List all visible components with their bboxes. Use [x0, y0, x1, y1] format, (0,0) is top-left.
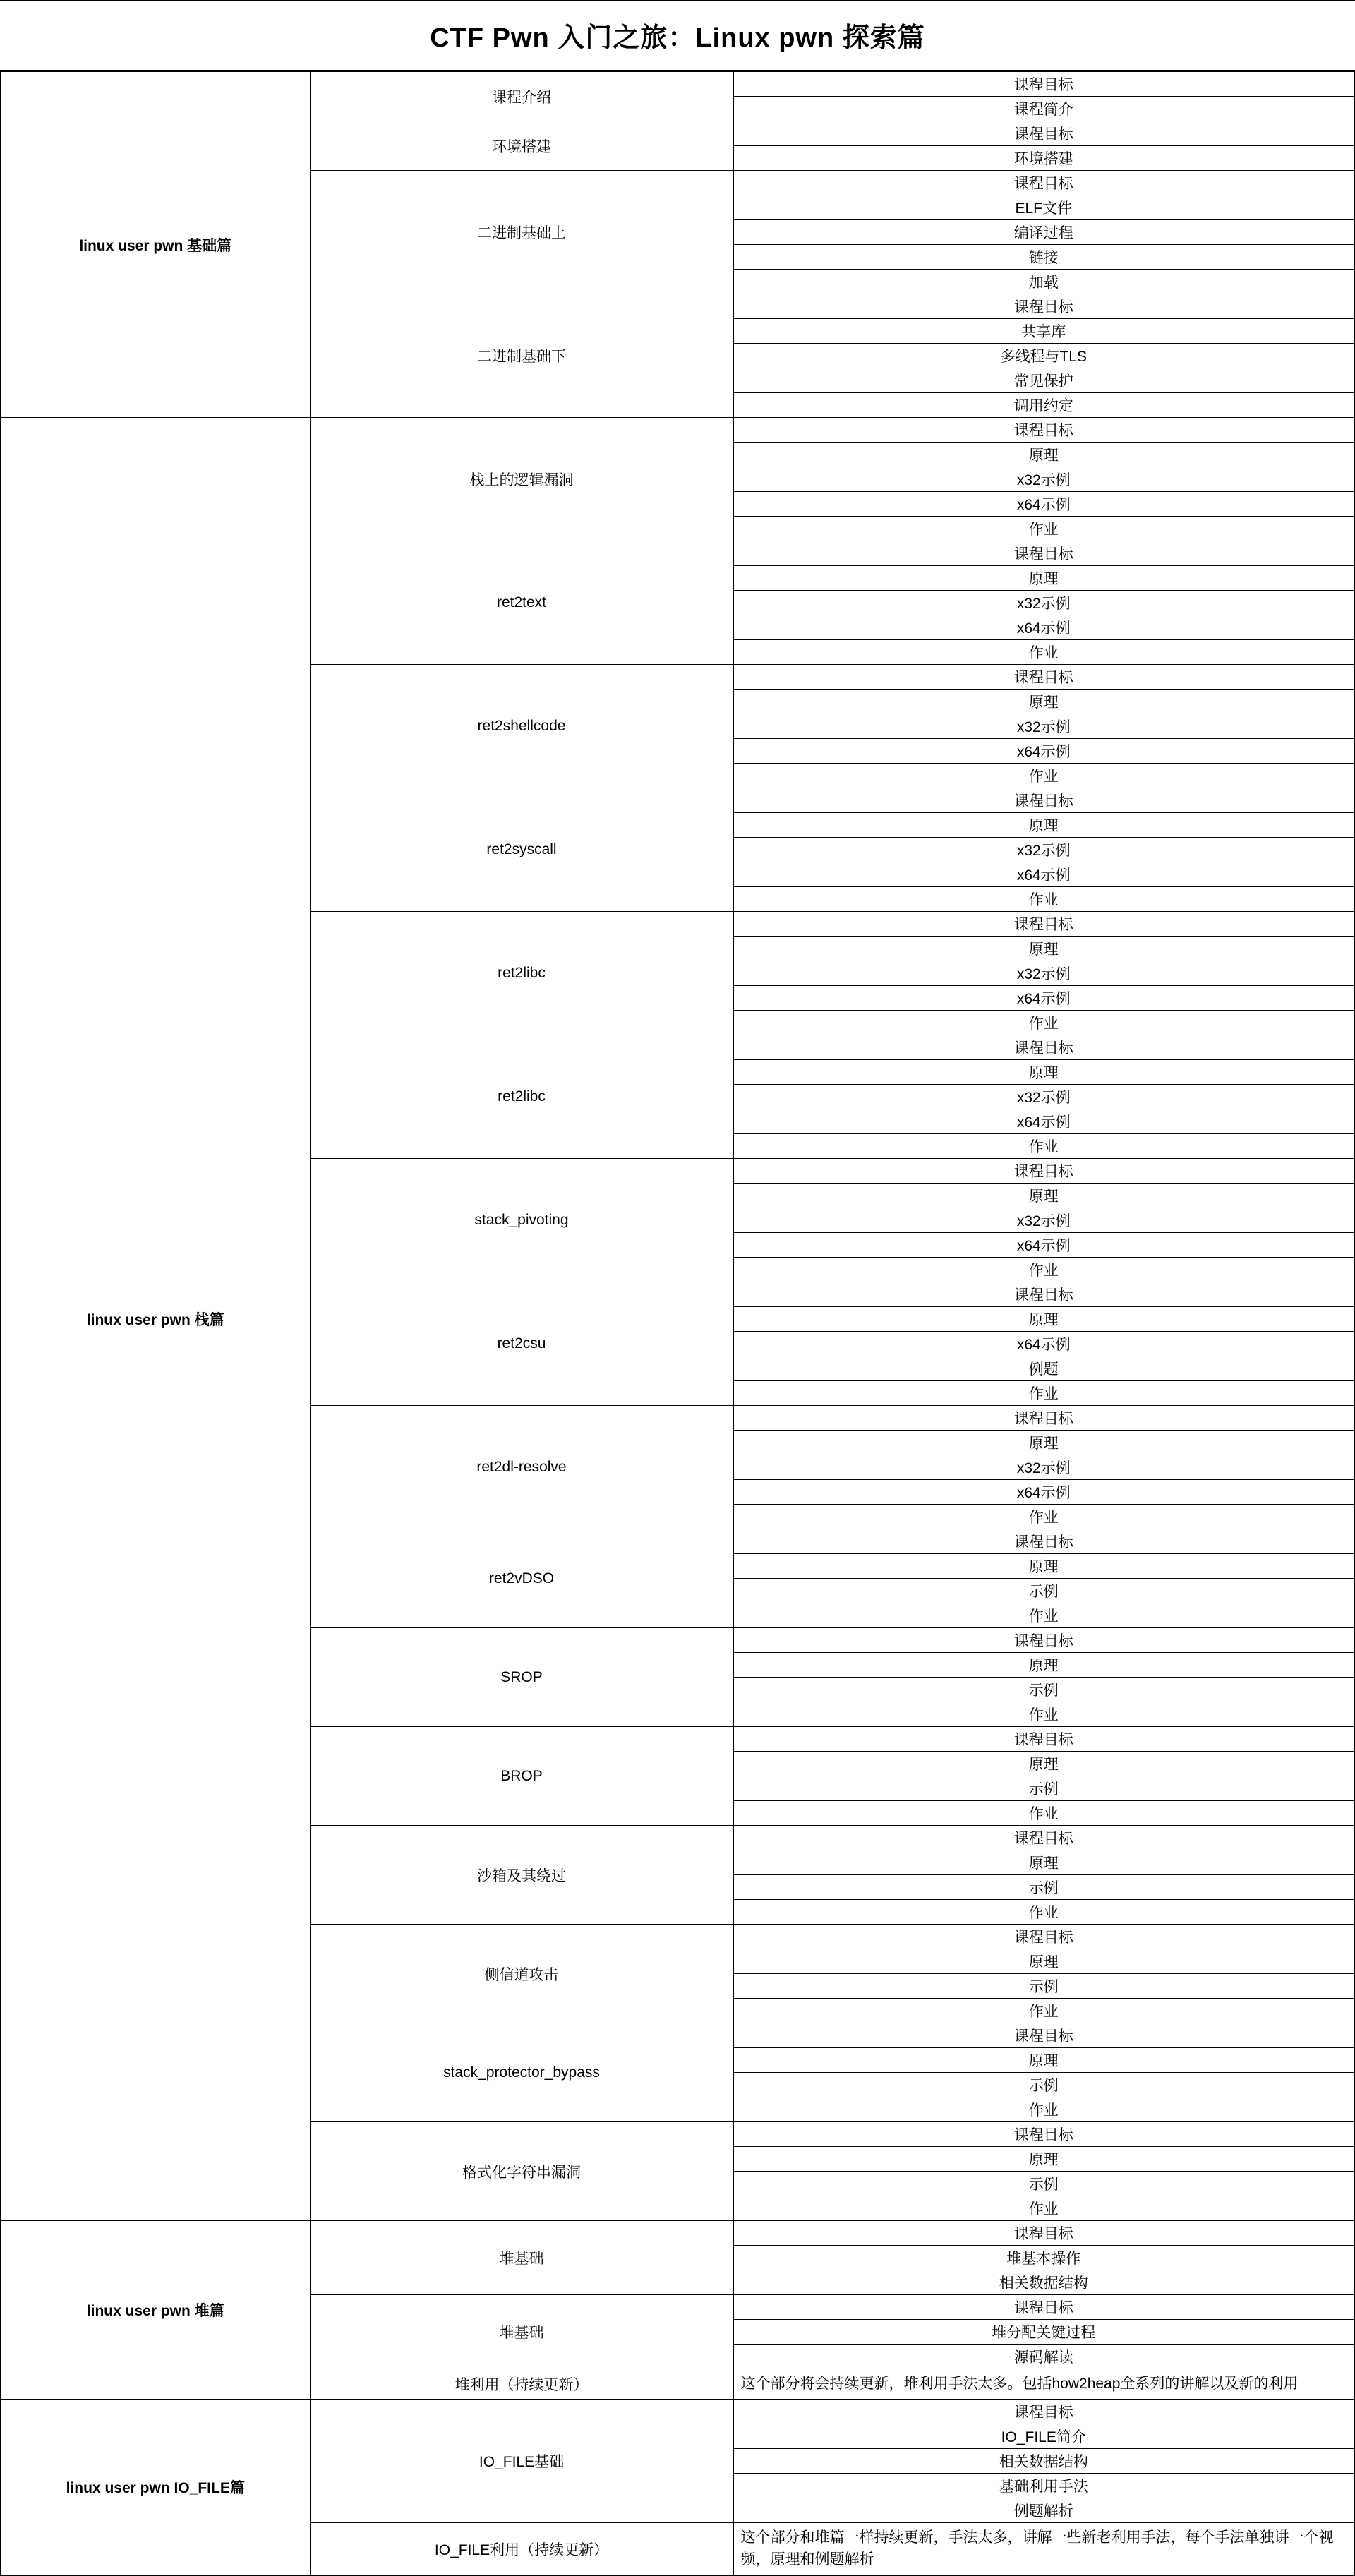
topic-detail: x32示例 [733, 1085, 1354, 1109]
topic-detail: 课程目标 [733, 121, 1354, 146]
topic-detail: 原理 [733, 690, 1354, 714]
topic-detail: 示例 [733, 1678, 1354, 1702]
topic-label: stack_protector_bypass [310, 2023, 733, 2122]
topic-label: 栈上的逻辑漏洞 [310, 418, 733, 541]
topic-detail: 基础利用手法 [733, 2474, 1354, 2498]
topic-detail: 加载 [733, 270, 1354, 294]
table-row [1, 418, 1354, 443]
topic-detail: x64示例 [733, 862, 1354, 887]
topic-detail: 课程目标 [733, 1925, 1354, 1949]
topic-detail: 链接 [733, 245, 1354, 270]
topic-detail: 课程目标 [733, 665, 1354, 690]
topic-detail: 课程简介 [733, 97, 1354, 121]
page-title: CTF Pwn 入门之旅：Linux pwn 探索篇 [0, 0, 1355, 71]
topic-detail: 这个部分将会持续更新，堆利用手法太多。包括how2heap全系列的讲解以及新的利用 [733, 2369, 1354, 2400]
topic-detail: 课程目标 [733, 1159, 1354, 1184]
topic-label: 二进制基础下 [310, 294, 733, 418]
topic-detail: x32示例 [733, 714, 1354, 739]
topic-detail: 作业 [733, 1011, 1354, 1035]
topic-detail: 课程目标 [733, 788, 1354, 813]
topic-detail: 原理 [733, 2147, 1354, 2172]
topic-detail: 作业 [733, 1900, 1354, 1925]
section-label: linux user pwn 堆篇 [1, 2221, 310, 2400]
topic-detail: x64示例 [733, 615, 1354, 640]
topic-detail: 示例 [733, 2073, 1354, 2097]
topic-detail: 原理 [733, 1653, 1354, 1678]
topic-detail: 源码解读 [733, 2345, 1354, 2369]
topic-label: stack_pivoting [310, 1159, 733, 1282]
topic-detail: x32示例 [733, 1208, 1354, 1233]
topic-detail: 示例 [733, 1875, 1354, 1900]
topic-detail: 堆基本操作 [733, 2246, 1354, 2270]
topic-detail: 课程目标 [733, 294, 1354, 319]
topic-detail: 作业 [733, 1505, 1354, 1529]
topic-detail: 编译过程 [733, 220, 1354, 245]
topic-detail: 课程目标 [733, 2122, 1354, 2147]
section-label: linux user pwn 栈篇 [1, 418, 310, 2221]
topic-detail: x64示例 [733, 1480, 1354, 1505]
topic-detail: x32示例 [733, 838, 1354, 862]
topic-detail: 原理 [733, 1752, 1354, 1776]
topic-label: 格式化字符串漏洞 [310, 2122, 733, 2221]
table-row [1, 2400, 1354, 2424]
section-label: linux user pwn IO_FILE篇 [1, 2400, 310, 2575]
topic-label: ret2vDSO [310, 1529, 733, 1628]
topic-label: 堆利用（持续更新） [310, 2369, 733, 2400]
topic-detail: 作业 [733, 1702, 1354, 1727]
topic-detail: 原理 [733, 1949, 1354, 1974]
topic-detail: 课程目标 [733, 1628, 1354, 1653]
topic-detail: 原理 [733, 1850, 1354, 1875]
topic-label: BROP [310, 1727, 733, 1826]
topic-detail: 原理 [733, 1431, 1354, 1455]
topic-detail: 例题 [733, 1356, 1354, 1381]
topic-detail: 课程目标 [733, 1529, 1354, 1554]
topic-detail: 作业 [733, 1999, 1354, 2023]
topic-detail: 原理 [733, 1184, 1354, 1208]
topic-label: ret2dl-resolve [310, 1406, 733, 1529]
topic-detail: 作业 [733, 1801, 1354, 1826]
table-row [1, 72, 1354, 97]
topic-label: ret2syscall [310, 788, 733, 912]
topic-detail: 作业 [733, 1134, 1354, 1159]
topic-label: ret2shellcode [310, 665, 733, 788]
topic-detail: 课程目标 [733, 1035, 1354, 1060]
topic-detail: IO_FILE简介 [733, 2424, 1354, 2449]
topic-detail: 作业 [733, 1258, 1354, 1282]
topic-detail: 相关数据结构 [733, 2449, 1354, 2474]
topic-label: 堆基础 [310, 2295, 733, 2369]
table-row [1, 2221, 1354, 2246]
topic-detail: 原理 [733, 1307, 1354, 1332]
topic-detail: 原理 [733, 566, 1354, 591]
topic-label: IO_FILE基础 [310, 2400, 733, 2523]
topic-detail: 课程目标 [733, 418, 1354, 443]
topic-label: 堆基础 [310, 2221, 733, 2295]
topic-label: IO_FILE利用（持续更新） [310, 2523, 733, 2575]
topic-detail: 作业 [733, 887, 1354, 912]
topic-detail: 作业 [733, 764, 1354, 788]
topic-label: ret2libc [310, 1035, 733, 1159]
topic-detail: 课程目标 [733, 2400, 1354, 2424]
topic-detail: 示例 [733, 2172, 1354, 2196]
topic-detail: 原理 [733, 443, 1354, 467]
topic-detail: 原理 [733, 937, 1354, 961]
topic-detail: 共享库 [733, 319, 1354, 344]
course-outline-table [0, 71, 1355, 2576]
topic-label: ret2libc [310, 912, 733, 1035]
topic-detail: 课程目标 [733, 2295, 1354, 2320]
topic-detail: 环境搭建 [733, 146, 1354, 171]
topic-detail: x64示例 [733, 739, 1354, 764]
topic-detail: 作业 [733, 2196, 1354, 2221]
topic-detail: x32示例 [733, 1455, 1354, 1480]
topic-detail: 作业 [733, 640, 1354, 665]
topic-detail: x32示例 [733, 467, 1354, 492]
topic-detail: 作业 [733, 2097, 1354, 2122]
topic-detail: 课程目标 [733, 171, 1354, 195]
topic-label: 课程介绍 [310, 72, 733, 121]
topic-detail: 课程目标 [733, 1826, 1354, 1850]
topic-detail: 调用约定 [733, 393, 1354, 418]
topic-detail: 原理 [733, 2048, 1354, 2073]
topic-detail: x64示例 [733, 986, 1354, 1011]
topic-label: 侧信道攻击 [310, 1925, 733, 2023]
topic-detail: 例题解析 [733, 2498, 1354, 2523]
topic-detail: 原理 [733, 813, 1354, 838]
topic-detail: 原理 [733, 1060, 1354, 1085]
topic-detail: 相关数据结构 [733, 2270, 1354, 2295]
topic-label: 二进制基础上 [310, 171, 733, 294]
topic-detail: 课程目标 [733, 1727, 1354, 1752]
topic-detail: 课程目标 [733, 912, 1354, 937]
topic-detail: 堆分配关键过程 [733, 2320, 1354, 2345]
topic-detail: 课程目标 [733, 72, 1354, 97]
topic-detail: 课程目标 [733, 2221, 1354, 2246]
topic-label: 环境搭建 [310, 121, 733, 171]
topic-detail: 课程目标 [733, 1406, 1354, 1431]
topic-detail: x32示例 [733, 961, 1354, 986]
topic-detail: x64示例 [733, 492, 1354, 517]
topic-detail: 示例 [733, 1974, 1354, 1999]
topic-label: ret2csu [310, 1282, 733, 1406]
topic-label: ret2text [310, 541, 733, 665]
topic-detail: 常见保护 [733, 368, 1354, 393]
topic-detail: x64示例 [733, 1233, 1354, 1258]
topic-detail: 示例 [733, 1776, 1354, 1801]
topic-detail: x64示例 [733, 1109, 1354, 1134]
topic-label: SROP [310, 1628, 733, 1727]
topic-detail: x64示例 [733, 1332, 1354, 1356]
topic-label: 沙箱及其绕过 [310, 1826, 733, 1925]
topic-detail: 作业 [733, 517, 1354, 541]
topic-detail: 作业 [733, 1603, 1354, 1628]
topic-detail: x32示例 [733, 591, 1354, 615]
topic-detail: 这个部分和堆篇一样持续更新，手法太多，讲解一些新老利用手法，每个手法单独讲一个视频，原理和例题解析 [733, 2523, 1354, 2575]
topic-detail: 作业 [733, 1381, 1354, 1406]
topic-detail: 示例 [733, 1579, 1354, 1603]
topic-detail: 课程目标 [733, 541, 1354, 566]
topic-detail: 课程目标 [733, 2023, 1354, 2048]
section-label: linux user pwn 基础篇 [1, 72, 310, 418]
topic-detail: 课程目标 [733, 1282, 1354, 1307]
topic-detail: ELF文件 [733, 195, 1354, 220]
topic-detail: 原理 [733, 1554, 1354, 1579]
topic-detail: 多线程与TLS [733, 344, 1354, 368]
